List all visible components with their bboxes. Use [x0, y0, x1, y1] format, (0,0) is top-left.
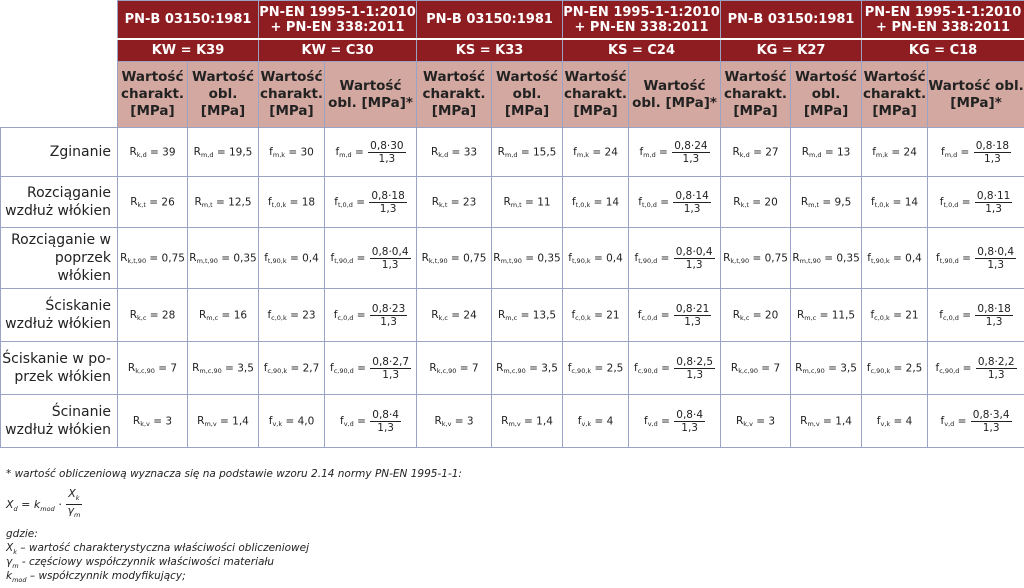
footnote: * wartość obliczeniową wyznacza się na podstawie wzoru 2.14 normy PN-EN 1995-1-1:: [6, 468, 462, 480]
value-cell: $R_{m,t,90} = 0,35$: [791, 228, 862, 289]
design-formula-cell: $f_{c,90,d}$ = $\frac{0,8\cdot 2,2}{1,3}$: [928, 342, 1024, 395]
class-header: KS = K33: [417, 39, 563, 62]
value-cell: $R_{m,v} = 1,4$: [791, 395, 862, 448]
value-cell: $R_{k,d} = 27$: [721, 128, 791, 177]
design-value-header: Wartość obl. [MPa]: [791, 62, 862, 128]
design-formula-cell: $f_{t,0,d}$ = $\frac{0,8\cdot 18}{1,3}$: [325, 177, 417, 228]
design-formula-cell: $f_{t,90,d}$ = $\frac{0,8\cdot 0,4}{1,3}$: [629, 228, 721, 289]
value-cell: $R_{m,c} = 13,5$: [492, 289, 563, 342]
value-cell: $f_{m,k} = 24$: [862, 128, 928, 177]
design-formula-cell: $f_{t,90,d}$ = $\frac{0,8\cdot 0,4}{1,3}$: [928, 228, 1024, 289]
standard-header: PN-B 03150:1981: [417, 1, 563, 40]
value-cell: $R_{m,c,90} = 3,5$: [791, 342, 862, 395]
class-header: KG = C18: [862, 39, 1024, 62]
standard-header: PN-EN 1995-1-1:2010 + PN-EN 338:2011: [259, 1, 417, 40]
table-row: [1, 177, 1024, 228]
design-value-header: Wartość obl. [MPa]: [492, 62, 563, 128]
table-row: [1, 228, 1024, 289]
value-cell: $f_{t,0,k} = 14$: [563, 177, 629, 228]
value-cell: $f_{t,90,k} = 0,4$: [563, 228, 629, 289]
design-formula: $X_d = k_{mod}$ · $\frac{X_k}{\gamma_m}$: [6, 487, 81, 520]
design-formula-cell: $f_{t,0,d}$ = $\frac{0,8\cdot 14}{1,3}$: [629, 177, 721, 228]
design-formula-cell: $f_{c,0,d}$ = $\frac{0,8\cdot 18}{1,3}$: [928, 289, 1024, 342]
row-label: Rozciąganie wzdłuż włókien: [1, 177, 118, 228]
value-cell: $R_{k,t,90} = 0,75$: [118, 228, 188, 289]
value-cell: $R_{k,c} = 24$: [417, 289, 492, 342]
design-formula-cell: $f_{c,90,d}$ = $\frac{0,8\cdot 2,7}{1,3}$: [325, 342, 417, 395]
value-cell: $f_{c,0,k} = 21$: [862, 289, 928, 342]
value-cell: $R_{k,d} = 33$: [417, 128, 492, 177]
value-cell: $R_{k,t,90} = 0,75$: [721, 228, 791, 289]
standard-header: PN-EN 1995-1-1:2010 + PN-EN 338:2011: [563, 1, 721, 40]
value-cell: $R_{k,t} = 23$: [417, 177, 492, 228]
row-label: Ściskanie w po- przek włókien: [1, 342, 118, 395]
design-value-header: Wartość obl. [MPa]*: [629, 62, 721, 128]
value-cell: $f_{t,90,k} = 0,4$: [862, 228, 928, 289]
design-value-header: Wartość obl. [MPa]*: [325, 62, 417, 128]
design-formula-cell: $f_{c,90,d}$ = $\frac{0,8\cdot 2,5}{1,3}$: [629, 342, 721, 395]
table-row: [1, 395, 1024, 448]
value-cell: $R_{k,c} = 20$: [721, 289, 791, 342]
value-cell: $R_{m,t} = 11$: [492, 177, 563, 228]
value-cell: $f_{v,k} = 4$: [563, 395, 629, 448]
table-row: [1, 128, 1024, 177]
value-cell: $f_{t,0,k} = 18$: [259, 177, 325, 228]
char-value-header: Wartość charakt. [MPa]: [417, 62, 492, 128]
value-cell: $R_{m,d} = 19,5$: [188, 128, 259, 177]
value-cell: $R_{m,t} = 9,5$: [791, 177, 862, 228]
row-label: Rozciąganie w poprzek włókien: [1, 228, 118, 289]
value-cell: $f_{c,90,k} = 2,5$: [563, 342, 629, 395]
standard-header: PN-B 03150:1981: [721, 1, 862, 40]
value-cell: $f_{t,90,k} = 0,4$: [259, 228, 325, 289]
design-formula-cell: $f_{c,0,d}$ = $\frac{0,8\cdot 21}{1,3}$: [629, 289, 721, 342]
value-cell: $f_{m,k} = 30$: [259, 128, 325, 177]
design-formula-cell: $f_{t,90,d}$ = $\frac{0,8\cdot 0,4}{1,3}$: [325, 228, 417, 289]
value-cell: $f_{c,90,k} = 2,7$: [259, 342, 325, 395]
value-cell: $R_{m,c,90} = 3,5$: [188, 342, 259, 395]
value-cell: $R_{k,c,90} = 7$: [721, 342, 791, 395]
value-cell: $R_{k,c,90} = 7$: [118, 342, 188, 395]
char-value-header: Wartość charakt. [MPa]: [862, 62, 928, 128]
value-cell: $R_{k,c,90} = 7$: [417, 342, 492, 395]
row-label: Zginanie: [1, 128, 118, 177]
value-cell: $R_{m,c,90} = 3,5$: [492, 342, 563, 395]
value-cell: $R_{m,t} = 12,5$: [188, 177, 259, 228]
value-cell: $R_{m,v} = 1,4$: [492, 395, 563, 448]
definition-gamma: $\gamma_m$ - częściowy współczynnik właściwości materiału: [6, 556, 275, 571]
value-cell: $f_{c,0,k} = 21$: [563, 289, 629, 342]
value-cell: $R_{k,v} = 3$: [417, 395, 492, 448]
class-header: KS = C24: [563, 39, 721, 62]
value-cell: $R_{m,c} = 16$: [188, 289, 259, 342]
table-row: [1, 342, 1024, 395]
char-value-header: Wartość charakt. [MPa]: [721, 62, 791, 128]
char-value-header: Wartość charakt. [MPa]: [259, 62, 325, 128]
definition-xk: $X_k$ – wartość charakterystyczna właściwości obliczeniowej: [6, 542, 310, 557]
value-cell: $R_{m,t,90} = 0,35$: [188, 228, 259, 289]
value-cell: $R_{k,d} = 39$: [118, 128, 188, 177]
value-cell: $R_{m,c} = 11,5$: [791, 289, 862, 342]
design-formula-cell: $f_{m,d}$ = $\frac{0,8\cdot 24}{1,3}$: [629, 128, 721, 177]
design-formula-cell: $f_{v,d}$ = $\frac{0,8\cdot 4}{1,3}$: [629, 395, 721, 448]
value-cell: $R_{m,v} = 1,4$: [188, 395, 259, 448]
char-value-header: Wartość charakt. [MPa]: [118, 62, 188, 128]
table-body: [1, 128, 1024, 448]
value-cell: $f_{c,0,k} = 23$: [259, 289, 325, 342]
table-row: [1, 289, 1024, 342]
standard-header: PN-B 03150:1981: [118, 1, 259, 40]
value-cell: $f_{m,k} = 24$: [563, 128, 629, 177]
value-cell: $R_{k,t,90} = 0,75$: [417, 228, 492, 289]
table-head: [1, 1, 1024, 128]
where-label: gdzie:: [6, 528, 38, 540]
design-formula-cell: $f_{v,d}$ = $\frac{0,8\cdot 3,4}{1,3}$: [928, 395, 1024, 448]
corner-cell: [1, 1, 118, 128]
char-value-header: Wartość charakt. [MPa]: [563, 62, 629, 128]
value-cell: $R_{k,c} = 28$: [118, 289, 188, 342]
row-label: Ścinanie wzdłuż włókien: [1, 395, 118, 448]
design-value-header: Wartość obl. [MPa]*: [928, 62, 1024, 128]
class-header: KW = K39: [118, 39, 259, 62]
value-cell: $f_{v,k} = 4,0$: [259, 395, 325, 448]
value-cell: $R_{m,t,90} = 0,35$: [492, 228, 563, 289]
value-cell: $R_{k,v} = 3$: [721, 395, 791, 448]
design-formula-cell: $f_{v,d}$ = $\frac{0,8\cdot 4}{1,3}$: [325, 395, 417, 448]
design-formula-cell: $f_{t,0,d}$ = $\frac{0,8\cdot 11}{1,3}$: [928, 177, 1024, 228]
value-cell: $R_{m,d} = 13$: [791, 128, 862, 177]
design-formula-cell: $f_{c,0,d}$ = $\frac{0,8\cdot 23}{1,3}$: [325, 289, 417, 342]
value-cell: $f_{v,k} = 4$: [862, 395, 928, 448]
class-header: KG = K27: [721, 39, 862, 62]
value-cell: $f_{c,90,k} = 2,5$: [862, 342, 928, 395]
value-cell: $R_{k,t} = 20$: [721, 177, 791, 228]
value-cell: $R_{k,v} = 3$: [118, 395, 188, 448]
value-cell: $R_{m,d} = 15,5$: [492, 128, 563, 177]
value-cell: $R_{k,t} = 26$: [118, 177, 188, 228]
standard-header: PN-EN 1995-1-1:2010 + PN-EN 338:2011: [862, 1, 1024, 40]
value-cell: $f_{t,0,k} = 14$: [862, 177, 928, 228]
row-label: Ściskanie wzdłuż włókien: [1, 289, 118, 342]
definition-kmod: $k_{mod}$ – współczynnik modyfikujący;: [6, 570, 186, 585]
design-formula-cell: $f_{m,d}$ = $\frac{0,8\cdot 18}{1,3}$: [928, 128, 1024, 177]
design-formula-cell: $f_{m,d}$ = $\frac{0,8\cdot 30}{1,3}$: [325, 128, 417, 177]
class-header: KW = C30: [259, 39, 417, 62]
design-value-header: Wartość obl. [MPa]: [188, 62, 259, 128]
